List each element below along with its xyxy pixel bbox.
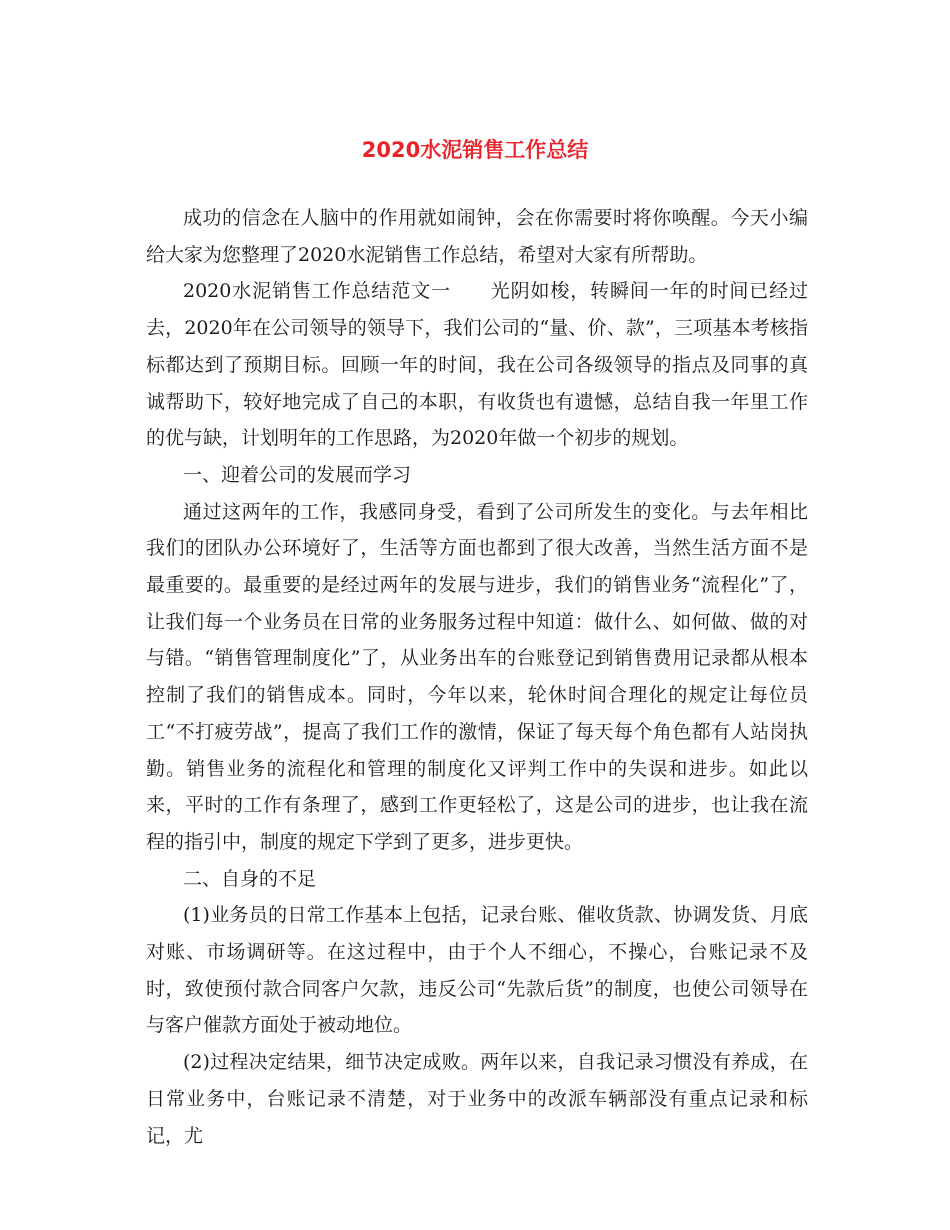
document-title: 2020水泥销售工作总结	[361, 138, 589, 162]
paragraph-point-1: (1)业务员的日常工作基本上包括，记录台账、催收货款、协调发货、月底对账、市场调研等。在这过程中，由于个人不细心，不操心，台账记录不及时，致使预付款合同客户欠款，违反公司“先款后货”的制度，也使公司领导在与客户催款方面处于被动地位。	[146, 904, 808, 1037]
section-heading-shortcomings: 二、自身的不足	[183, 867, 317, 890]
section-heading-learning: 一、迎着公司的发展而学习	[183, 463, 412, 486]
paragraph-sample-one: 2020水泥销售工作总结范文一 光阴如梭，转瞬间一年的时间已经过去，2020年在公司领导的领导下，我们公司的“量、价、款”，三项基本考核指标都达到了预期目标。回顾一年的时间，我在公司各级领导的指点及同事的真诚帮助下，较好地完成了自己的本职，有收货也有遗憾，总结自我一年里工作的优与缺，计划明年的工作思路，为2020年做一个初步的规划。	[146, 280, 808, 450]
paragraph-point-2: (2)过程决定结果，细节决定成败。两年以来，自我记录习惯没有养成，在日常业务中，台账记录不清楚，对于业务中的改派车辆部没有重点记录和标记，尤	[146, 1051, 808, 1147]
paragraph-intro: 成功的信念在人脑中的作用就如闹钟，会在你需要时将你唤醒。今天小编给大家为您整理了2020水泥销售工作总结，希望对大家有所帮助。	[146, 207, 808, 266]
paragraph-company-changes: 通过这两年的工作，我感同身受，看到了公司所发生的变化。与去年相比我们的团队办公环境好了，生活等方面也都到了很大改善，当然生活方面不是最重要的。最重要的是经过两年的发展与进步，我们的销售业务“流程化”了，让我们每一个业务员在日常的业务服务过程中知道：做什么、如何做、做的对与错。“销售管理制度化”了，从业务出车的台账登记到销售费用记录都从根本控制了我们的销售成本。同时，今年以来，轮休时间合理化的规定让每位员工“不打疲劳战”，提高了我们工作的激情，保证了每天每个角色都有人站岗执勤。销售业务的流程化和管理的制度化又评判工作中的失误和进步。如此以来，平时的工作有条理了，感到工作更轻松了，这是公司的进步，也让我在流程的指引中，制度的规定下学到了更多，进步更快。	[146, 500, 808, 853]
document-body	[146, 200, 808, 1154]
